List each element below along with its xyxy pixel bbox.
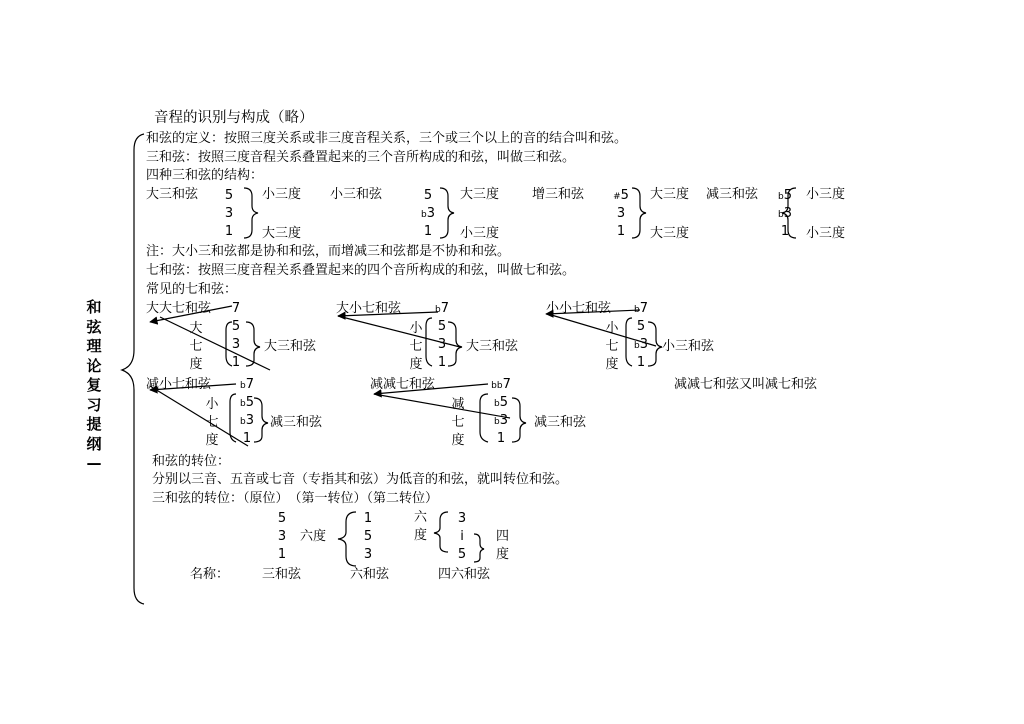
interval-label: 四 — [496, 529, 510, 544]
interval-vertical: 小七度 — [205, 397, 219, 448]
interval-label: 度 — [496, 547, 510, 562]
paragraph: 三和弦的转位：（原位） （第一转位）（第二转位） — [152, 491, 439, 506]
interval-label: 大三度 — [262, 226, 302, 241]
interval-vertical: 大七度 — [189, 321, 203, 372]
paragraph: 三和弦：按照三度音程关系叠置起来的三个音所构成的和弦，叫做三和弦。 — [146, 150, 576, 165]
side-title-char: 提 — [86, 415, 102, 433]
interval-label: 小三度 — [262, 187, 302, 202]
side-title-char: — — [86, 454, 102, 472]
interval-label: 小三度 — [460, 226, 500, 241]
triad-dim-name: 减三和弦 — [706, 187, 759, 202]
paragraph: 和弦的定义：按照三度关系或非三度音程关系，三个或三个以上的音的结合叫和弦。 — [146, 131, 628, 146]
paragraph: 常见的七和弦： — [146, 282, 238, 297]
seventh-name: 减小七和弦 — [146, 377, 212, 392]
triad-aug-name: 增三和弦 — [532, 187, 585, 202]
brace-minor — [440, 188, 454, 238]
triad-label: 大三和弦 — [466, 339, 519, 354]
interval-label: 小三度 — [806, 226, 846, 241]
triad-label: 减三和弦 — [270, 415, 323, 430]
side-title-char: 弦 — [86, 317, 102, 336]
interval-label: 度 — [414, 528, 428, 543]
seventh-name: 大小七和弦 — [336, 301, 402, 316]
interval-label: 小三度 — [806, 187, 846, 202]
triad-minor-name: 小三和弦 — [330, 187, 383, 202]
aside-note: 减减七和弦又叫减七和弦 — [674, 377, 818, 392]
chord-name: 六和弦 — [350, 567, 390, 582]
triad-dim-notes: b5 b3 1 — [778, 188, 792, 239]
interval-vertical: 小七度 — [605, 321, 619, 372]
triad-major-name: 大三和弦 — [146, 187, 199, 202]
triad-aug-notes: #5 3 1 — [613, 188, 629, 239]
side-title-char: 理 — [86, 337, 102, 355]
triad-label: 大三和弦 — [264, 339, 317, 354]
main-brace — [122, 134, 144, 604]
seventh-notes: b7 b5 b3 1 — [240, 377, 254, 446]
side-title-char: 纲 — [86, 434, 102, 453]
interval-vertical: 小七度 — [409, 321, 423, 372]
seventh-name: 减减七和弦 — [370, 377, 436, 392]
interval-vertical: 减七度 — [451, 397, 465, 448]
brace-major — [244, 188, 258, 238]
second-inversion-notes: 3 i 5 — [457, 511, 467, 562]
interval-label: 大三度 — [460, 187, 500, 202]
interval-label: 六度 — [300, 529, 327, 544]
first-inversion-notes: 1 5 3 — [363, 511, 373, 562]
seventh-notes: b7 5 b3 1 — [634, 301, 648, 370]
brace-aug — [632, 188, 646, 238]
chord-name: 三和弦 — [262, 567, 302, 582]
triad-minor-notes: 5 b3 1 — [421, 188, 435, 239]
interval-label: 大三度 — [650, 226, 690, 241]
triad-major-notes: 5 3 1 — [224, 188, 234, 239]
seventh-notes: b7 5 3 1 — [435, 301, 449, 370]
paragraph: 四种三和弦的结构： — [146, 168, 264, 183]
seventh-name: 大大七和弦 — [146, 301, 212, 316]
section-heading: 音程的识别与构成（略） — [154, 110, 314, 126]
interval-label: 六 — [414, 510, 428, 525]
paragraph: 分别以三音、五音或七音（专指其和弦）为低音的和弦，就叫转位和弦。 — [152, 472, 569, 487]
triad-label: 小三和弦 — [662, 339, 715, 354]
paragraph: 和弦的转位： — [152, 454, 231, 469]
triad-label: 减三和弦 — [534, 415, 587, 430]
seventh-notes: 7 5 3 1 — [231, 301, 241, 370]
interval-label: 大三度 — [650, 187, 690, 202]
side-title-char: 习 — [86, 395, 102, 414]
side-title-char: 和 — [86, 298, 102, 316]
root-position-notes: 5 3 1 — [277, 511, 287, 562]
side-title-char: 论 — [86, 356, 102, 375]
note: 注：大小三和弦都是协和和弦，而增减三和弦都是不协和和弦。 — [146, 244, 511, 259]
side-title-char: 复 — [86, 376, 102, 394]
seventh-name: 小小七和弦 — [546, 301, 612, 316]
paragraph: 七和弦：按照三度音程关系叠置起来的四个音所构成的和弦，叫做七和弦。 — [146, 263, 576, 278]
seventh-notes: bb7 b5 b3 1 — [491, 377, 511, 446]
names-label: 名称： — [190, 567, 230, 582]
chord-name: 四六和弦 — [438, 567, 491, 582]
